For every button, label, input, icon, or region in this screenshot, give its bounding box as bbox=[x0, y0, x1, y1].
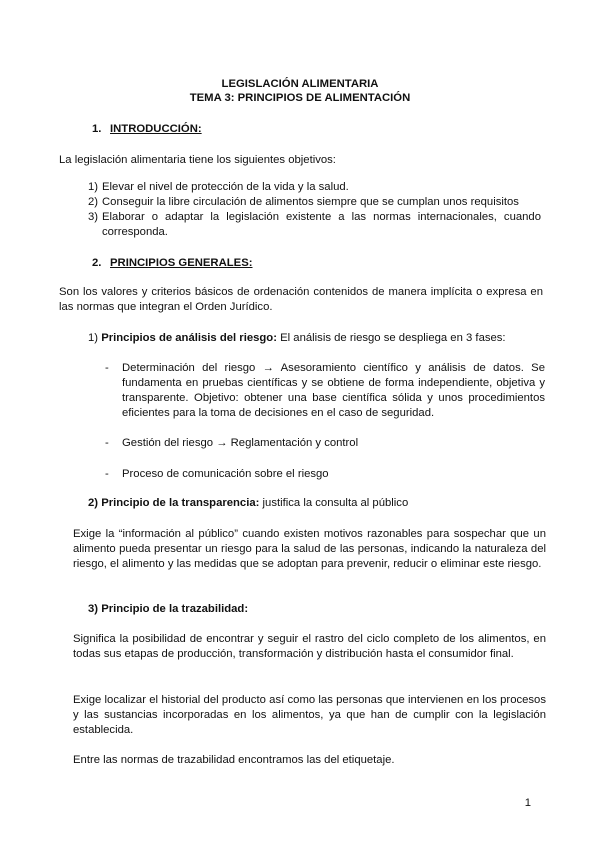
list-item: 2) Conseguir la libre circulación de alimentos siempre que se cumplan unos requisitos bbox=[88, 196, 519, 208]
principles-intro-paragraph: Son los valores y criterios básicos de ordenación contenidos de manera implícita o expresa en las normas que integran el Orden Jurídico. bbox=[59, 286, 543, 313]
traceability-paragraph-1: Significa la posibilidad de encontrar y seguir el rastro del ciclo completo de los alimentos, en todas sus etapas de producción, transformación y distribución hasta el consumidor final. bbox=[73, 633, 546, 660]
section-heading-principios bbox=[92, 256, 253, 271]
principle-transparency: 2) Principio de la transparencia: justifica la consulta al público bbox=[88, 497, 409, 509]
principle-title: Principios de análisis del riesgo: bbox=[101, 332, 277, 344]
section-heading-introduccion bbox=[92, 122, 202, 137]
document-title: LEGISLACIÓN ALIMENTARIA bbox=[221, 78, 379, 90]
objectives-list bbox=[88, 180, 541, 240]
document-subtitle: TEMA 3: PRINCIPIOS DE ALIMENTACIÓN bbox=[189, 92, 411, 104]
section-number: 1. bbox=[92, 123, 102, 135]
traceability-paragraph-3: Entre las normas de trazabilidad encontramos las del etiquetaje. bbox=[73, 754, 395, 766]
list-item: 1) Elevar el nivel de protección de la vida y la salud. bbox=[88, 181, 349, 193]
list-item: - Proceso de comunicación sobre el riesgo bbox=[105, 468, 329, 480]
section-number: 2. bbox=[92, 257, 102, 269]
principle-risk-analysis: 1) Principios de análisis del riesgo: El análisis de riesgo se despliega en 3 fases: bbox=[88, 332, 506, 344]
section-title: PRINCIPIOS GENERALES: bbox=[110, 257, 253, 269]
list-item: - Determinación del riesgo → Asesoramiento científico y análisis de datos. Se fundamenta en pruebas científicas y se obtiene de forma independiente, objetiva y transparente. Objetivo: obtener una base científica sólida y unos procedimientos eficientes para la toma de decisiones en el caso de seguridad. bbox=[105, 362, 545, 419]
intro-paragraph: La legislación alimentaria tiene los siguientes objetivos: bbox=[59, 154, 336, 166]
principle-title: Principio de la trazabilidad: bbox=[101, 603, 249, 615]
principle-traceability: 3) Principio de la trazabilidad: bbox=[88, 603, 249, 615]
section-title: INTRODUCCIÓN: bbox=[110, 123, 202, 135]
traceability-paragraph-2: Exige localizar el historial del producto así como las personas que intervienen en los procesos y las sustancias incorporadas en los alimentos, ya que han de cumplir con la legislación establecida. bbox=[73, 694, 546, 736]
page-number: 1 bbox=[524, 797, 531, 809]
transparency-paragraph: Exige la “información al público” cuando existen motivos razonables para sospechar que un alimento pueda presentar un riesgo para la salud de las personas, indicando la naturaleza del riesgo, el alimento y las medidas que se adoptan para prevenir, reducir o eliminar este riesgo. bbox=[73, 528, 546, 570]
list-item: - Gestión del riesgo → Reglamentación y control bbox=[105, 437, 359, 449]
list-item: 3) Elaborar o adaptar la legislación existente a las normas internacionales, cuando corresponda. bbox=[88, 211, 541, 238]
principle-title: Principio de la transparencia: bbox=[101, 497, 260, 509]
